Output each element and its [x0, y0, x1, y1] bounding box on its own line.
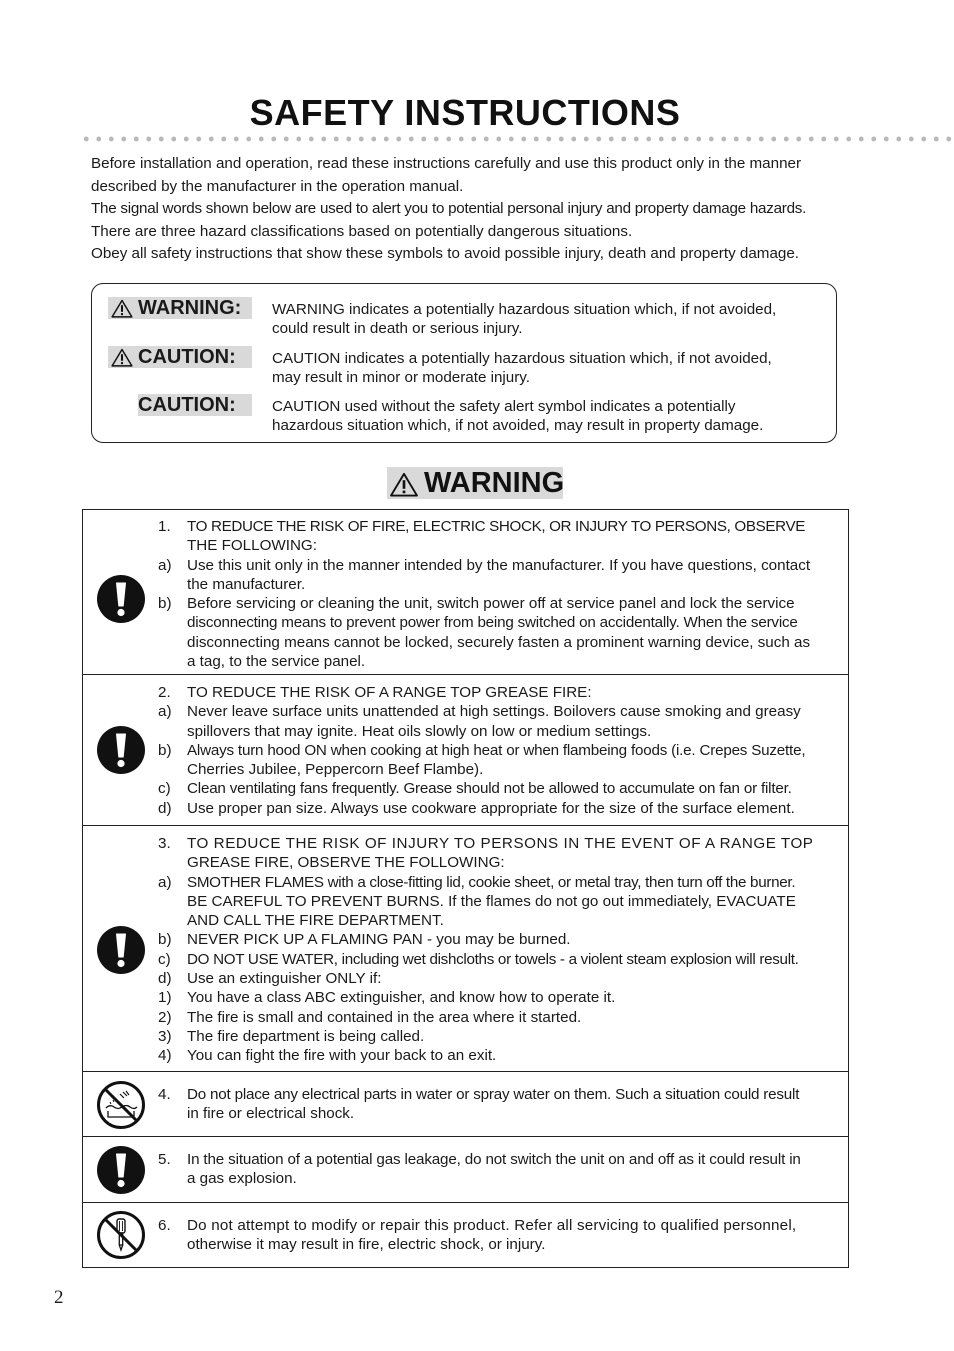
warning-row-5: [83, 1137, 848, 1203]
no-disassembly-icon: [96, 1210, 146, 1260]
warning-row-text: 1. TO REDUCE THE RISK OF FIRE, ELECTRIC SHOCK, OR INJURY TO PERSONS, OBSERVE THE FOLLOWING: a) Use this unit only in the manner intended by the manufacturer. If you have questions, contact the manufacturer. b) Before servicing or cleaning the unit, switch power off at service panel and lock the service disconnecting means to prevent power from being switched on accidentally. When the service disconnecting means cannot be locked, securely fasten a prominent warning device, such as a tag, to the service panel.: [158, 518, 811, 671]
warning-label: WARNING:: [108, 297, 252, 319]
warning-row-4: [83, 1072, 848, 1137]
warning-triangle-icon: [389, 472, 419, 497]
warning-row-6: [83, 1203, 848, 1266]
intro-text: [91, 153, 861, 266]
dotted-divider: [80, 136, 954, 142]
warning-row-3: [83, 826, 848, 1072]
intro-line: Before installation and operation, read these instructions carefully and use this product only in the manner: [91, 155, 802, 172]
intro-line: There are three hazard classifications based on potentially dangerous situations.: [91, 222, 633, 240]
no-water-spray-icon: [96, 1080, 146, 1130]
warning-heading: WARNING: [387, 467, 563, 499]
signal-words-box: [91, 283, 837, 443]
warning-row-text: 5. In the situation of a potential gas leakage, do not switch the unit on and off as it could result in a gas explosion.: [158, 1151, 801, 1188]
caution-label: CAUTION:: [108, 346, 252, 368]
warning-row-text: 2. TO REDUCE THE RISK OF A RANGE TOP GREASE FIRE: a) Never leave surface units unattended at high settings. Boilovers cause smoking and greasy spillovers that may ignite. Heat oils slowly on low or medium settings. b) Always turn hood ON when cooking at high heat or when flambeing foods (i.e. Crepes Suzette, Cherries Jubilee, Peppercorn Beef Flambe). c) Clean ventilating fans frequently. Grease should not be allowed to accumulate on fan or filter. d) Use proper pan size. Always use cookware appropriate for the size of the surface element.: [158, 684, 806, 817]
warning-row-text: 4. Do not place any electrical parts in water or spray water on them. Such a situation could result in fire or electrical shock.: [158, 1086, 800, 1123]
intro-line: Obey all safety instructions that show these symbols to avoid possible injury, death and property damage.: [91, 245, 800, 263]
warning-row-text: 3. TO REDUCE THE RISK OF INJURY TO PERSONS IN THE EVENT OF A RANGE TOP GREASE FIRE, OBSERVE THE FOLLOWING: a) SMOTHER FLAMES with a close-fitting lid, cookie sheet, or metal tray, then turn off the burner. BE CAREFUL TO PREVENT BURNS. If the flames do not go out immediately, EVACUATE AND CALL THE FIRE DEPARTMENT. b) NEVER PICK UP A FLAMING PAN - you may be burned. c) DO NOT USE WATER, including wet dishcloths or towels - a violent steam explosion will result. d) Use an extinguisher ONLY if: 1) You have a class ABC extinguisher, and know how to operate it. 2) The fire is small and contained in the area where it started. 3) The fire department is being called. 4) You can fight the fire with your back to an exit.: [158, 835, 814, 1065]
caution-description: CAUTION indicates a potentially hazardous situation which, if not avoided, may result in minor or moderate injury.: [272, 350, 772, 386]
warning-triangle-icon: [111, 299, 133, 318]
warning-row-text: 6. Do not attempt to modify or repair this product. Refer all servicing to qualified personnel, otherwise it may result in fire, electric shock, or injury.: [158, 1217, 797, 1254]
warning-triangle-icon: [111, 348, 133, 367]
caution-description: CAUTION used without the safety alert symbol indicates a potentially hazardous situation which, if not avoided, may result in property damage.: [272, 398, 764, 434]
exclamation-icon: [96, 574, 146, 624]
caution-label: CAUTION:: [138, 394, 252, 416]
exclamation-icon: [96, 925, 146, 975]
exclamation-icon: [96, 725, 146, 775]
warning-description: WARNING indicates a potentially hazardous situation which, if not avoided, could result in death or serious injury.: [272, 301, 777, 337]
warning-row-1: [83, 510, 848, 675]
page-title: SAFETY INSTRUCTIONS: [249, 92, 681, 133]
warning-row-2: [83, 675, 848, 826]
intro-line: described by the manufacturer in the operation manual.: [91, 177, 464, 195]
page-number: 2: [54, 1287, 64, 1308]
warning-table: [82, 509, 849, 1268]
intro-line: The signal words shown below are used to alert you to potential personal injury and property damage hazards.: [91, 200, 807, 218]
exclamation-icon: [96, 1145, 146, 1195]
